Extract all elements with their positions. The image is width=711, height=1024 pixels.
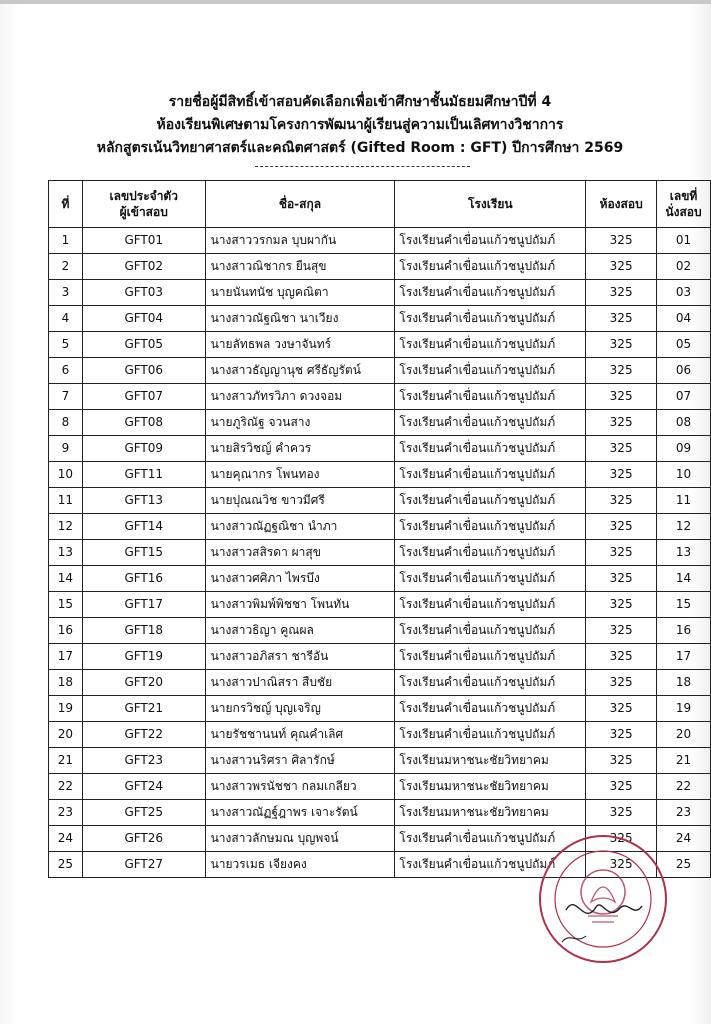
school-name-cell: โรงเรียนมหาชนะชัยวิทยาคม [395,774,586,800]
seat-number-cell: 19 [657,696,711,722]
header-name: ชื่อ-สกุล [205,181,395,228]
table-row [49,384,711,410]
header-id-line2: ผู้เข้าสอบ [119,205,168,219]
seat-number-cell: 16 [657,618,711,644]
row-number-cell: 8 [49,410,83,436]
candidate-id-cell: GFT04 [82,306,205,332]
header-no: ที่ [49,181,83,228]
school-name-cell: โรงเรียนคำเขื่อนแก้วชนูปถัมภ์ [395,826,586,852]
candidate-name-cell: นางสาวณัฏฐณิชา นำภา [205,514,395,540]
exam-room-cell: 325 [586,384,657,410]
exam-room-cell: 325 [586,254,657,280]
school-name-cell: โรงเรียนคำเขื่อนแก้วชนูปถัมภ์ [395,566,586,592]
table-row [49,618,711,644]
candidate-name-cell: นางสาวธิญา คูณผล [205,618,395,644]
seat-number-cell: 10 [657,462,711,488]
candidate-name-cell: นายกรวิชญ์ บุญเจริญ [205,696,395,722]
seat-number-cell: 11 [657,488,711,514]
candidate-name-cell: นางสาวพิมพ์พิชชา โพนทัน [205,592,395,618]
header-id [82,181,205,228]
row-number-cell: 21 [49,748,83,774]
candidate-id-cell: GFT25 [82,800,205,826]
candidate-id-cell: GFT26 [82,826,205,852]
exam-room-cell: 325 [586,332,657,358]
exam-room-cell: 325 [586,774,657,800]
row-number-cell: 22 [49,774,83,800]
candidate-name-cell: นางสาวนริศรา ศิลารักษ์ [205,748,395,774]
seat-number-cell: 24 [657,826,711,852]
row-number-cell: 16 [49,618,83,644]
seat-number-cell: 08 [657,410,711,436]
candidate-id-cell: GFT18 [82,618,205,644]
row-number-cell: 18 [49,670,83,696]
exam-room-cell: 325 [586,462,657,488]
school-name-cell: โรงเรียนคำเขื่อนแก้วชนูปถัมภ์ [395,722,586,748]
row-number-cell: 20 [49,722,83,748]
official-seal-stamp [536,832,670,966]
school-name-cell: โรงเรียนมหาชนะชัยวิทยาคม [395,800,586,826]
header-seat [657,181,711,228]
row-number-cell: 4 [49,306,83,332]
candidate-id-cell: GFT14 [82,514,205,540]
row-number-cell: 14 [49,566,83,592]
exam-room-cell: 325 [586,228,657,254]
school-name-cell: โรงเรียนคำเขื่อนแก้วชนูปถัมภ์ [395,592,586,618]
candidate-id-cell: GFT06 [82,358,205,384]
candidate-name-cell: นางสาวพรนัชชา กลมเกลียว [205,774,395,800]
seat-number-cell: 07 [657,384,711,410]
seat-number-cell: 13 [657,540,711,566]
row-number-cell: 11 [49,488,83,514]
header-seat-line2: นั่งสอบ [665,205,702,219]
candidate-name-cell: นางสาวปาณิสรา สืบชัย [205,670,395,696]
title-line-1: รายชื่อผู้มีสิทธิ์เข้าสอบคัดเลือกเพื่อเข้าศึกษาชั้นมัธยมศึกษาปีที่ 4 [168,94,552,110]
exam-room-cell: 325 [586,306,657,332]
candidate-id-cell: GFT01 [82,228,205,254]
candidate-id-cell: GFT27 [82,852,205,878]
candidate-id-cell: GFT03 [82,280,205,306]
candidate-name-cell: นายวรเมธ เจียงคง [205,852,395,878]
exam-room-cell: 325 [586,280,657,306]
seat-number-cell: 23 [657,800,711,826]
row-number-cell: 15 [49,592,83,618]
title-separator [255,166,470,167]
header-id-line1: เลขประจำตัว [109,189,178,203]
seat-number-cell: 06 [657,358,711,384]
exam-room-cell: 325 [586,722,657,748]
row-number-cell: 23 [49,800,83,826]
exam-room-cell: 325 [586,566,657,592]
candidate-name-cell: นายสิรวิชญ์ คำควร [205,436,395,462]
candidate-id-cell: GFT16 [82,566,205,592]
candidate-name-cell: นางสาวธัญญานุช ศรีธัญรัตน์ [205,358,395,384]
exam-room-cell: 325 [586,644,657,670]
school-name-cell: โรงเรียนคำเขื่อนแก้วชนูปถัมภ์ [395,228,586,254]
exam-room-cell: 325 [586,592,657,618]
table-row [49,748,711,774]
school-name-cell: โรงเรียนคำเขื่อนแก้วชนูปถัมภ์ [395,696,586,722]
exam-room-cell: 325 [586,358,657,384]
exam-room-cell: 325 [586,826,657,852]
exam-room-cell: 325 [586,410,657,436]
candidate-name-cell: นางสาวณัฏฐ์ฎาพร เจาะรัตน์ [205,800,395,826]
candidate-id-cell: GFT07 [82,384,205,410]
school-name-cell: โรงเรียนคำเขื่อนแก้วชนูปถัมภ์ [395,410,586,436]
candidate-id-cell: GFT22 [82,722,205,748]
exam-room-cell: 325 [586,748,657,774]
table-row [49,436,711,462]
seat-number-cell: 03 [657,280,711,306]
table-row [49,670,711,696]
seat-number-cell: 25 [657,852,711,878]
candidate-name-cell: นายปุณณวิช ขาวมีศรี [205,488,395,514]
candidate-name-cell: นางสาวณัฐณิชา นาเวียง [205,306,395,332]
exam-room-cell: 325 [586,514,657,540]
table-row [49,488,711,514]
candidate-id-cell: GFT05 [82,332,205,358]
candidate-name-cell: นางสาววรกมล บุบผากัน [205,228,395,254]
seat-number-cell: 18 [657,670,711,696]
school-name-cell: โรงเรียนคำเขื่อนแก้วชนูปถัมภ์ [395,618,586,644]
seat-number-cell: 15 [657,592,711,618]
seat-number-cell: 17 [657,644,711,670]
candidate-name-cell: นายนันทนัช บุญคณิตา [205,280,395,306]
table-row [49,696,711,722]
title-line-2: ห้องเรียนพิเศษตามโครงการพัฒนาผู้เรียนสู่ความเป็นเลิศทางวิชาการ [156,117,564,133]
row-number-cell: 10 [49,462,83,488]
exam-room-cell: 325 [586,618,657,644]
candidate-id-cell: GFT13 [82,488,205,514]
school-name-cell: โรงเรียนคำเขื่อนแก้วชนูปถัมภ์ [395,332,586,358]
candidate-name-cell: นางสาวอภิสรา ชารีอัน [205,644,395,670]
table-row [49,540,711,566]
candidate-name-cell: นายรัชชานนท์ คุณคำเลิศ [205,722,395,748]
exam-room-cell: 325 [586,696,657,722]
school-name-cell: โรงเรียนคำเขื่อนแก้วชนูปถัมภ์ [395,488,586,514]
candidate-name-cell: นายภูริณัฐ จวนสาง [205,410,395,436]
candidate-name-cell: นายคุณากร โพนทอง [205,462,395,488]
table-row [49,410,711,436]
candidate-id-cell: GFT20 [82,670,205,696]
header-school: โรงเรียน [395,181,586,228]
seat-number-cell: 02 [657,254,711,280]
header-seat-line1: เลขที่ [669,189,698,203]
candidate-id-cell: GFT21 [82,696,205,722]
exam-room-cell: 325 [586,852,657,878]
page-top-edge [0,0,711,4]
school-name-cell: โรงเรียนคำเขื่อนแก้วชนูปถัมภ์ [395,462,586,488]
table-row [49,254,711,280]
seat-number-cell: 14 [657,566,711,592]
candidate-id-cell: GFT09 [82,436,205,462]
table-header-row [49,181,711,228]
table-row [49,774,711,800]
table-row [49,592,711,618]
table-row [49,644,711,670]
row-number-cell: 1 [49,228,83,254]
candidate-name-cell: นางสาวศศิภา ไพรบึง [205,566,395,592]
candidate-id-cell: GFT02 [82,254,205,280]
table-row [49,462,711,488]
row-number-cell: 17 [49,644,83,670]
table-row [49,228,711,254]
row-number-cell: 13 [49,540,83,566]
school-name-cell: โรงเรียนคำเขื่อนแก้วชนูปถัมภ์ [395,254,586,280]
table-row [49,306,711,332]
candidate-id-cell: GFT08 [82,410,205,436]
seat-number-cell: 01 [657,228,711,254]
seat-number-cell: 04 [657,306,711,332]
candidate-name-cell: นางสาวณิชากร ยืนสุข [205,254,395,280]
seat-number-cell: 20 [657,722,711,748]
school-name-cell: โรงเรียนคำเขื่อนแก้วชนูปถัมภ์ [395,670,586,696]
row-number-cell: 7 [49,384,83,410]
candidate-id-cell: GFT23 [82,748,205,774]
candidate-name-cell: นายลัทธพล วงษาจันทร์ [205,332,395,358]
school-name-cell: โรงเรียนคำเขื่อนแก้วชนูปถัมภ์ [395,280,586,306]
candidate-name-cell: นางสาวภัทรวิภา ดวงจอม [205,384,395,410]
exam-room-cell: 325 [586,488,657,514]
seat-number-cell: 21 [657,748,711,774]
school-name-cell: โรงเรียนคำเขื่อนแก้วชนูปถัมภ์ [395,514,586,540]
seat-number-cell: 22 [657,774,711,800]
candidate-id-cell: GFT24 [82,774,205,800]
table-row [49,514,711,540]
row-number-cell: 6 [49,358,83,384]
seat-number-cell: 12 [657,514,711,540]
table-row [49,800,711,826]
header-room: ห้องสอบ [586,181,657,228]
school-name-cell: โรงเรียนคำเขื่อนแก้วชนูปถัมภ์ [395,540,586,566]
exam-room-cell: 325 [586,540,657,566]
candidate-id-cell: GFT15 [82,540,205,566]
candidate-name-cell: นางสาวลักษมณ บุญพจน์ [205,826,395,852]
candidate-id-cell: GFT17 [82,592,205,618]
table-row [49,280,711,306]
exam-room-cell: 325 [586,670,657,696]
table-row [49,722,711,748]
row-number-cell: 19 [49,696,83,722]
exam-room-cell: 325 [586,436,657,462]
row-number-cell: 3 [49,280,83,306]
row-number-cell: 2 [49,254,83,280]
row-number-cell: 25 [49,852,83,878]
school-name-cell: โรงเรียนคำเขื่อนแก้วชนูปถัมภ์ [395,306,586,332]
candidate-name-cell: นางสาวสสิรดา ผาสุข [205,540,395,566]
seat-number-cell: 09 [657,436,711,462]
row-number-cell: 24 [49,826,83,852]
candidate-id-cell: GFT11 [82,462,205,488]
school-name-cell: โรงเรียนคำเขื่อนแก้วชนูปถัมภ์ [395,358,586,384]
school-name-cell: โรงเรียนคำเขื่อนแก้วชนูปถัมภ์ [395,852,586,878]
seat-number-cell: 05 [657,332,711,358]
candidate-id-cell: GFT19 [82,644,205,670]
exam-room-cell: 325 [586,800,657,826]
title-line-3: หลักสูตรเน้นวิทยาศาสตร์และคณิตศาสตร์ (Gifted Room : GFT) ปีการศึกษา 2569 [96,140,624,156]
school-name-cell: โรงเรียนคำเขื่อนแก้วชนูปถัมภ์ [395,384,586,410]
table-row [49,566,711,592]
candidate-table [48,180,711,878]
school-name-cell: โรงเรียนมหาชนะชัยวิทยาคม [395,748,586,774]
row-number-cell: 9 [49,436,83,462]
school-name-cell: โรงเรียนคำเขื่อนแก้วชนูปถัมภ์ [395,436,586,462]
table-row [49,358,711,384]
table-row [49,332,711,358]
row-number-cell: 5 [49,332,83,358]
school-name-cell: โรงเรียนคำเขื่อนแก้วชนูปถัมภ์ [395,644,586,670]
row-number-cell: 12 [49,514,83,540]
